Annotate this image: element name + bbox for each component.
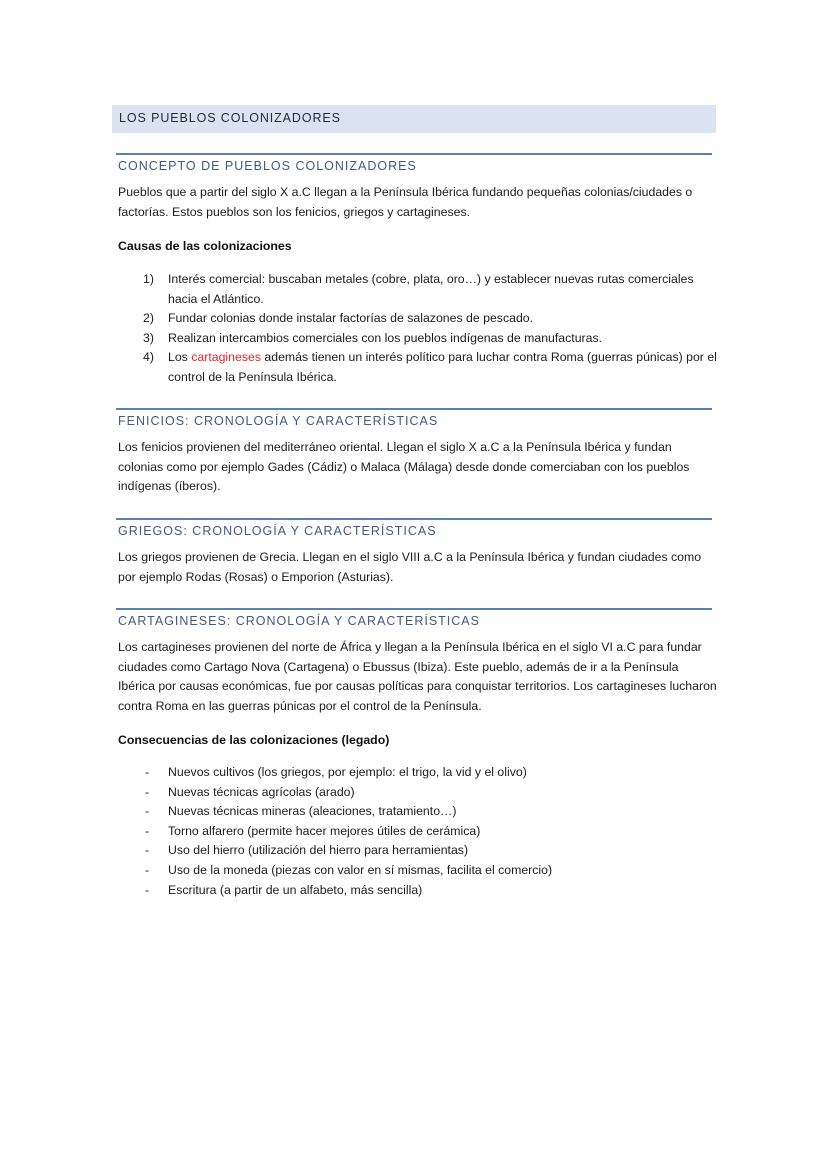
list-item bbox=[118, 802, 718, 822]
list-item bbox=[118, 270, 718, 309]
section-heading-concepto: CONCEPTO DE PUEBLOS COLONIZADORES bbox=[118, 159, 417, 173]
section-divider bbox=[116, 153, 712, 155]
section-divider bbox=[116, 518, 712, 520]
causes-list bbox=[118, 270, 718, 388]
list-item bbox=[118, 841, 718, 861]
list-item-text: Fundar colonias donde instalar factorías de salazones de pescado. bbox=[168, 311, 534, 326]
section-heading-fenicios: FENICIOS: CRONOLOGÍA Y CARACTERÍSTICAS bbox=[118, 414, 439, 428]
list-item bbox=[118, 881, 718, 901]
paragraph-griegos: Los griegos provienen de Grecia. Llegan en el siglo VIII a.C a la Península Ibérica y fundan ciudades como por ejemplo Rodas (Rosas) o Emporion (Asturias). bbox=[118, 550, 702, 584]
list-number: 3) bbox=[143, 330, 154, 345]
list-item-text: Nuevos cultivos (los griegos, por ejemplo: el trigo, la vid y el olivo) bbox=[168, 765, 527, 779]
list-item-text: Escritura (a partir de un alfabeto, más sencilla) bbox=[168, 882, 423, 897]
list-item bbox=[118, 763, 718, 783]
dash-bullet: - bbox=[145, 784, 150, 799]
dash-bullet: - bbox=[145, 823, 150, 838]
list-item-text: Interés comercial: buscaban metales (cobre, plata, oro…) y establecer nuevas rutas comerciales hacia el Atlántico. bbox=[168, 272, 694, 306]
dash-bullet: - bbox=[145, 882, 150, 897]
dash-bullet: - bbox=[145, 843, 150, 858]
consequences-list bbox=[118, 763, 718, 900]
list-item-text: Nuevas técnicas agrícolas (arado) bbox=[168, 784, 355, 799]
page-title: LOS PUEBLOS COLONIZADORES bbox=[119, 111, 341, 125]
paragraph-concepto: Pueblos que a partir del siglo X a.C llegan a la Península Ibérica fundando pequeñas colonias/ciudades o factorías. Estos pueblos son los fenicios, griegos y cartagineses. bbox=[118, 185, 693, 219]
list-item-text: Uso de la moneda (piezas con valor en sí mismas, facilita el comercio) bbox=[168, 862, 553, 877]
list-number: 1) bbox=[143, 272, 154, 286]
list-item-text: Torno alfarero (permite hacer mejores útiles de cerámica) bbox=[168, 823, 481, 838]
list-item bbox=[118, 861, 718, 881]
list-item bbox=[118, 329, 718, 349]
paragraph-fenicios: Los fenicios provienen del mediterráneo oriental. Llegan el siglo X a.C a la Península Ibérica y fundan colonias como por ejemplo Gades (Cádiz) o Malaca (Málaga) desde donde comerciaban con los pueblos indígenas (íberos). bbox=[118, 440, 690, 494]
list-item-text: Nuevas técnicas mineras (aleaciones, tratamiento…) bbox=[168, 804, 457, 819]
paragraph-cartagineses: Los cartagineses provienen del norte de África y llegan a la Península Ibérica en el siglo VI a.C para fundar ciudades como Cartago Nova (Cartagena) o Ebussus (Ibiza). Este pueblo, además de ir a la Península Ibérica por causas económicas, fue por causas políticas para conquistar territorios. Los cartagineses lucharon contra Roma en las guerras púnicas por el control de la Península. bbox=[118, 640, 717, 713]
list-item bbox=[118, 822, 718, 842]
section-divider bbox=[116, 608, 712, 610]
list-item bbox=[118, 783, 718, 803]
highlighted-term: cartagineses bbox=[191, 350, 261, 365]
list-item-text: Uso del hierro (utilización del hierro para herramientas) bbox=[168, 843, 469, 858]
subheading-consecuencias: Consecuencias de las colonizaciones (legado) bbox=[118, 733, 390, 747]
list-number: 2) bbox=[143, 311, 154, 326]
subheading-causas: Causas de las colonizaciones bbox=[118, 239, 292, 253]
dash-bullet: - bbox=[145, 804, 150, 819]
section-heading-griegos: GRIEGOS: CRONOLOGÍA Y CARACTERÍSTICAS bbox=[118, 524, 437, 538]
list-number: 4) bbox=[143, 350, 154, 365]
dash-bullet: - bbox=[145, 765, 150, 779]
list-item bbox=[118, 309, 718, 329]
title-band bbox=[112, 105, 716, 133]
dash-bullet: - bbox=[145, 862, 150, 877]
section-heading-cartagineses: CARTAGINESES: CRONOLOGÍA Y CARACTERÍSTICAS bbox=[118, 614, 480, 628]
list-item-text-after: además tienen un interés político para luchar contra Roma (guerras púnicas) por el control de la Península Ibérica. bbox=[168, 350, 717, 384]
list-item-text: Realizan intercambios comerciales con los pueblos indígenas de manufacturas. bbox=[168, 330, 603, 345]
list-item bbox=[118, 348, 718, 387]
list-item-text-before: Los bbox=[168, 350, 192, 365]
section-divider bbox=[116, 408, 712, 410]
